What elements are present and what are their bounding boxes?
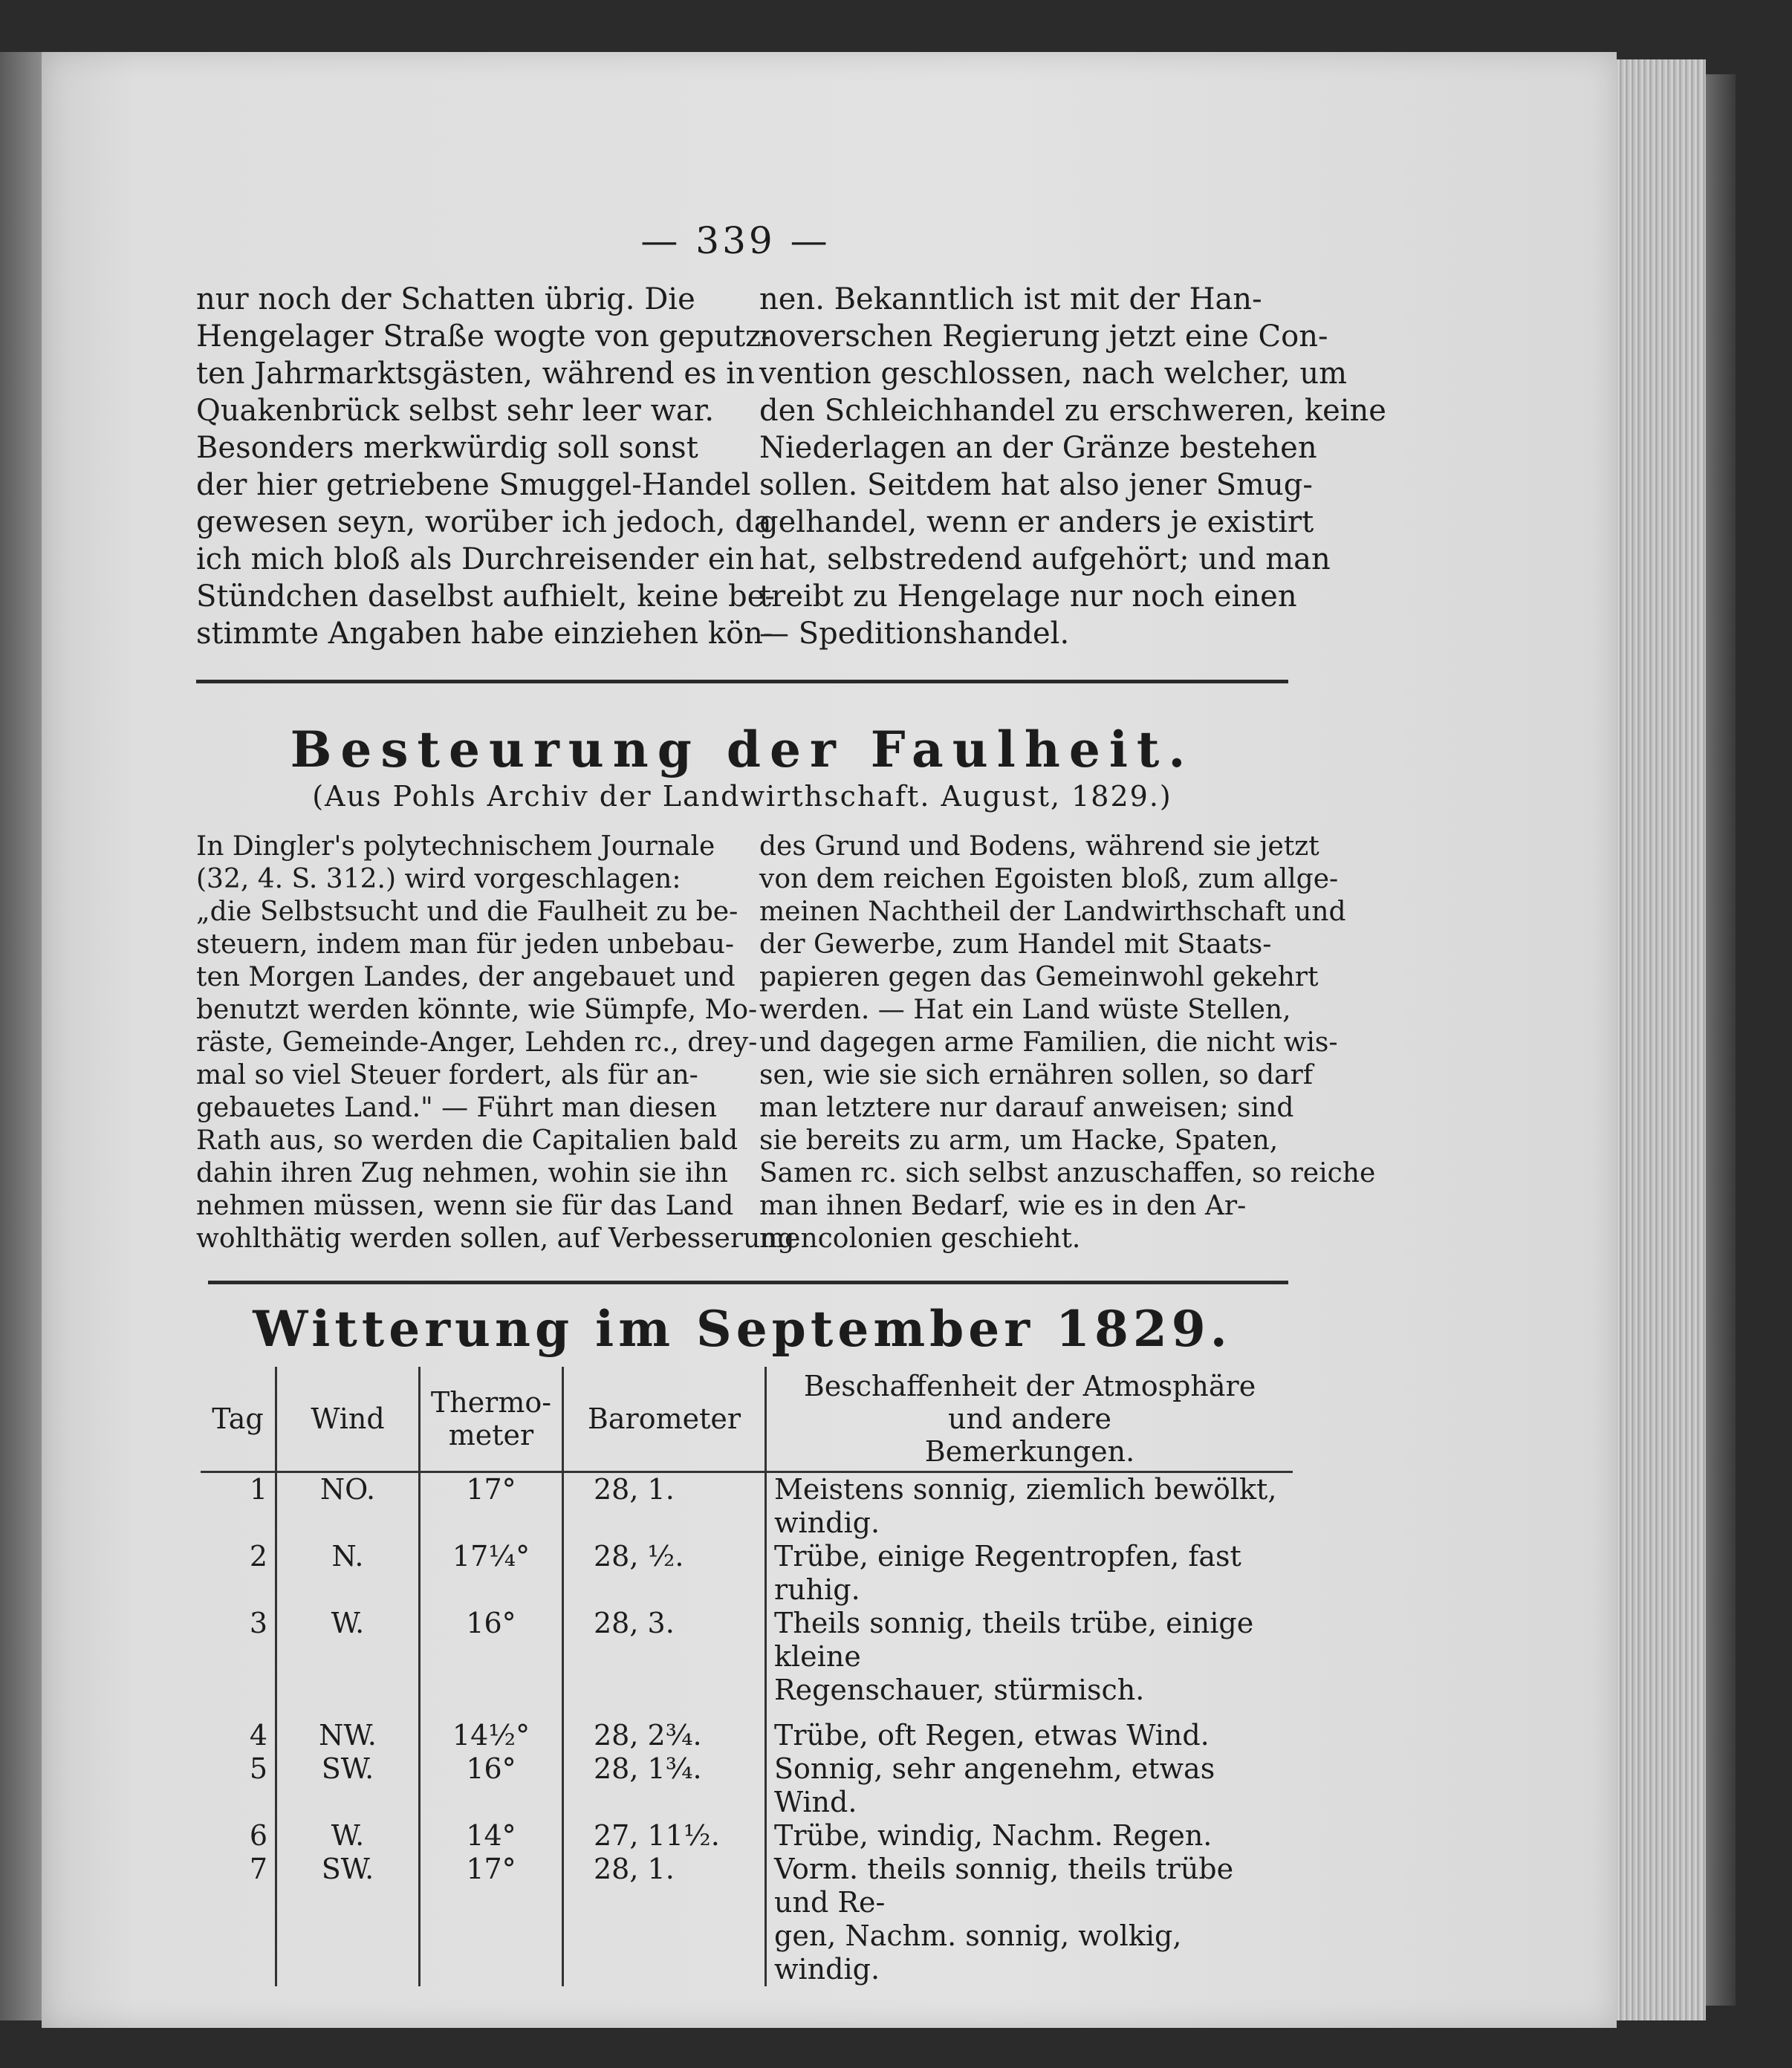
cell-barometer: 28, ½. — [563, 1540, 766, 1607]
text-line: papieren gegen das Gemeinwohl gekehrt — [759, 962, 1319, 992]
text-line: gelhandel, wenn er anders je existirt — [759, 505, 1314, 539]
text-line: vention geschlossen, nach welcher, um — [759, 357, 1348, 391]
text-line: nehmen müssen, wenn sie für das Land — [196, 1191, 734, 1221]
cell-remarks-cont: gen, Nachm. sonnig, wolkig, windig. — [774, 1919, 1182, 1986]
cell-empty — [201, 1674, 276, 1707]
table-row — [201, 1752, 1293, 1819]
article2-right-column — [759, 830, 1376, 1255]
cell-barometer: 27, 11½. — [563, 1819, 766, 1853]
header-thermometer-line1: Thermo- — [430, 1386, 552, 1419]
cell-thermometer: 17° — [420, 1472, 563, 1541]
cell-thermometer: 14° — [420, 1819, 563, 1853]
cell-remarks: Theils sonnig, theils trübe, einige kleine — [774, 1607, 1254, 1673]
cell-wind: NO. — [276, 1472, 420, 1541]
header-remarks — [766, 1367, 1293, 1472]
gap-cell — [276, 1707, 420, 1719]
header-remarks-line2: Bemerkungen. — [924, 1435, 1135, 1468]
cell-day: 3 — [201, 1607, 276, 1674]
text-line: Rath aus, so werden die Capitalien bald — [196, 1125, 738, 1156]
text-line: steuern, indem man für jeden unbebau- — [196, 929, 735, 960]
gap-cell — [766, 1707, 1293, 1719]
table-row-continuation — [201, 1674, 1293, 1707]
header-remarks-line1: Beschaffenheit der Atmosphäre und andere — [803, 1370, 1256, 1435]
text-line: Stündchen daselbst aufhielt, keine be- — [196, 579, 775, 614]
text-line: ten Morgen Landes, der angebauet und — [196, 962, 736, 992]
weather-table-body — [201, 1472, 1293, 1987]
cell-thermometer: 17° — [420, 1853, 563, 1919]
cell-remarks: Trübe, windig, Nachm. Regen. — [774, 1819, 1212, 1852]
text-line: „die Selbstsucht und die Faulheit zu be- — [196, 897, 738, 927]
text-line: man letztere nur darauf anweisen; sind — [759, 1093, 1294, 1123]
cell-barometer: 28, 1. — [563, 1853, 766, 1919]
text-line: stimmte Angaben habe einziehen kön- — [196, 617, 773, 651]
cell-empty — [276, 1674, 420, 1707]
text-line: Besonders merkwürdig soll sonst — [196, 431, 698, 465]
weather-table — [201, 1367, 1293, 1986]
text-line: hat, selbstredend aufgehört; und man — [759, 542, 1331, 576]
text-line: gewesen seyn, worüber ich jedoch, da — [196, 505, 772, 539]
cell-empty — [420, 1919, 563, 1986]
text-line: nen. Bekanntlich ist mit der Han- — [759, 282, 1262, 316]
table-row — [201, 1819, 1293, 1853]
text-line: von dem reichen Egoisten bloß, zum allge- — [759, 864, 1339, 894]
article1-right-column — [759, 281, 1386, 652]
text-line: meinen Nachtheil der Landwirthschaft und — [759, 897, 1346, 927]
cell-remarks: Trübe, einige Regentropfen, fast ruhig. — [774, 1540, 1241, 1606]
article2-title: Besteurung der Faulheit. — [290, 721, 1195, 778]
cell-day: 6 — [201, 1819, 276, 1853]
text-line: werden. — Hat ein Land wüste Stellen, — [759, 995, 1291, 1025]
header-barometer: Barometer — [563, 1367, 766, 1472]
cell-wind: W. — [276, 1607, 420, 1674]
cell-empty — [201, 1919, 276, 1986]
text-line: In Dingler's polytechnischem Journale — [196, 831, 715, 862]
cell-barometer: 28, 1¾. — [563, 1752, 766, 1819]
cell-barometer: 28, 1. — [563, 1472, 766, 1541]
text-line: Niederlagen an der Gränze bestehen — [759, 431, 1317, 465]
text-line: Quakenbrück selbst sehr leer war. — [196, 394, 715, 428]
article2-left-column — [196, 830, 795, 1255]
text-line: den Schleichhandel zu erschweren, keine — [759, 394, 1386, 428]
cell-day: 4 — [201, 1719, 276, 1752]
table-row — [201, 1607, 1293, 1674]
cell-wind: NW. — [276, 1719, 420, 1752]
cell-barometer: 28, 3. — [563, 1607, 766, 1674]
page-number: — 339 — — [640, 219, 831, 262]
text-line: — Speditionshandel. — [759, 617, 1070, 651]
cell-empty — [563, 1674, 766, 1707]
text-line: dahin ihren Zug nehmen, wohin sie ihn — [196, 1158, 728, 1189]
cell-empty — [276, 1919, 420, 1986]
section-divider — [196, 680, 1288, 683]
cell-empty — [563, 1919, 766, 1986]
text-line: gebauetes Land." — Führt man diesen — [196, 1093, 718, 1123]
cell-thermometer: 16° — [420, 1607, 563, 1674]
cell-thermometer: 17¼° — [420, 1540, 563, 1607]
header-thermometer — [420, 1367, 563, 1472]
header-day: Tag — [201, 1367, 276, 1472]
cell-thermometer: 14½° — [420, 1719, 563, 1752]
cell-empty — [420, 1674, 563, 1707]
text-line: des Grund und Bodens, während sie jetzt — [759, 831, 1319, 862]
text-line: Hengelager Straße wogte von geputz- — [196, 319, 771, 354]
text-line: treibt zu Hengelage nur noch einen — [759, 579, 1297, 614]
table-row — [201, 1540, 1293, 1607]
article1-left-column — [196, 281, 775, 652]
cell-remarks-cont: Regenschauer, stürmisch. — [774, 1674, 1145, 1706]
cell-remarks: Vorm. theils sonnig, theils trübe und Re- — [774, 1853, 1234, 1919]
text-line: mencolonien geschieht. — [759, 1223, 1081, 1254]
header-wind: Wind — [276, 1367, 420, 1472]
table-row — [201, 1853, 1293, 1919]
cell-day: 1 — [201, 1472, 276, 1541]
row-gap — [201, 1707, 1293, 1719]
cell-day: 5 — [201, 1752, 276, 1819]
table-row-continuation — [201, 1919, 1293, 1986]
text-line: ich mich bloß als Durchreisender ein — [196, 542, 755, 576]
text-line: benutzt werden könnte, wie Sümpfe, Mo- — [196, 995, 758, 1025]
cell-day: 7 — [201, 1853, 276, 1919]
cell-wind: W. — [276, 1819, 420, 1853]
gap-cell — [420, 1707, 563, 1719]
header-thermometer-line2: meter — [448, 1419, 534, 1451]
text-line: wohlthätig werden sollen, auf Verbesserung — [196, 1223, 795, 1254]
text-line: noverschen Regierung jetzt eine Con- — [759, 319, 1328, 354]
cell-thermometer: 16° — [420, 1752, 563, 1819]
text-line: sie bereits zu arm, um Hacke, Spaten, — [759, 1125, 1279, 1156]
weather-table-header — [201, 1367, 1293, 1472]
cell-remarks: Sonnig, sehr angenehm, etwas Wind. — [774, 1752, 1215, 1818]
cell-remarks: Trübe, oft Regen, etwas Wind. — [774, 1719, 1210, 1752]
text-line: (32, 4. S. 312.) wird vorgeschlagen: — [196, 864, 681, 894]
text-line: der Gewerbe, zum Handel mit Staats- — [759, 929, 1272, 960]
text-line: ten Jahrmarktsgästen, während es in — [196, 357, 755, 391]
cell-barometer: 28, 2¾. — [563, 1719, 766, 1752]
text-line: der hier getriebene Smuggel-Handel — [196, 468, 751, 502]
text-line: Samen rc. sich selbst anzuschaffen, so reiche — [759, 1158, 1376, 1189]
text-line: sen, wie sie sich ernähren sollen, so darf — [759, 1060, 1314, 1090]
cell-wind: N. — [276, 1540, 420, 1607]
cell-wind: SW. — [276, 1853, 420, 1919]
gap-cell — [201, 1707, 276, 1719]
text-line: mal so viel Steuer fordert, als für an- — [196, 1060, 698, 1090]
table-row — [201, 1719, 1293, 1752]
text-line: nur noch der Schatten übrig. Die — [196, 282, 695, 316]
gap-cell — [563, 1707, 766, 1719]
text-line: sollen. Seitdem hat also jener Smug- — [759, 468, 1313, 502]
weather-title: Witterung im September 1829. — [253, 1300, 1232, 1358]
table-row — [201, 1472, 1293, 1541]
article2-subtitle: (Aus Pohls Archiv der Landwirthschaft. August, 1829.) — [312, 780, 1172, 813]
cell-remarks: Meistens sonnig, ziemlich bewölkt, windig. — [774, 1473, 1277, 1539]
cell-wind: SW. — [276, 1752, 420, 1819]
text-line: man ihnen Bedarf, wie es in den Ar- — [759, 1191, 1247, 1221]
cell-day: 2 — [201, 1540, 276, 1607]
text-line: und dagegen arme Familien, die nicht wis- — [759, 1027, 1338, 1058]
section-divider-2 — [208, 1281, 1288, 1284]
text-line: räste, Gemeinde-Anger, Lehden rc., drey- — [196, 1027, 758, 1058]
